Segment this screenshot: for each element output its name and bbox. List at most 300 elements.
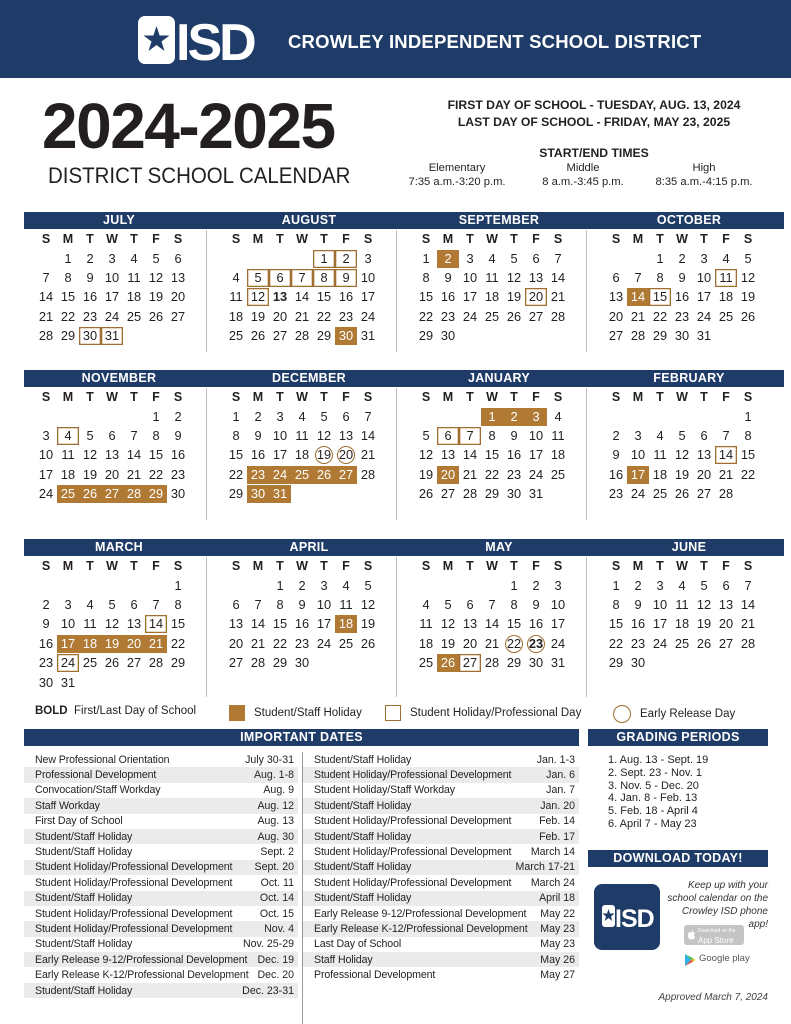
day-cell: 21 [145,635,167,653]
day-cell: 27 [126,655,142,671]
event-date: May 27 [540,969,575,982]
day-cell: 13 [170,270,186,286]
day-cell: 20 [272,308,288,324]
weekday-header-row [35,387,214,407]
day-cell: 18 [126,289,142,305]
event-date: Sept. 20 [254,861,294,874]
day-cell: 31 [528,486,544,502]
weekday-label: S [173,390,183,404]
week-row [605,654,784,673]
day-cell: 6 [722,577,730,593]
legend-prof-day-label: Student Holiday/Professional Day [410,707,582,719]
day-cell: 8 [276,597,284,613]
day-cell: 24 [360,308,376,324]
day-cell: 13 [462,616,478,632]
day-cell: 6 [532,250,540,266]
event-name: Student/Staff Holiday [35,984,133,997]
day-cell: 3 [64,597,72,613]
day-cell: 12 [418,447,434,463]
day-cell: 12 [674,447,690,463]
day-cell: 25 [674,635,690,651]
month-name: AUGUST [214,212,404,229]
day-cell: 18 [484,289,500,305]
day-cell: 6 [130,597,138,613]
weekday-label: S [743,559,753,573]
download-section [588,850,768,867]
day-cell: 25 [338,635,354,651]
weekday-label: S [173,232,183,246]
day-cell: 3 [320,577,328,593]
weekday-header-row [415,387,594,407]
day-cell: 3 [276,408,284,424]
day-cell: 8 [488,428,496,444]
day-cell: 3 [364,250,372,266]
day-cell: 27 [101,485,123,503]
important-date-row [24,906,298,921]
day-cell: 10 [316,597,332,613]
weekday-header-row [415,229,594,249]
day-cell: 24 [630,486,646,502]
week-row [415,407,594,426]
week-row [35,426,214,445]
day-cell: 12 [360,597,376,613]
day-cell: 28 [360,466,376,482]
day-cell: 26 [360,635,376,651]
week-row [35,465,214,484]
week-row [415,288,594,307]
day-cell: 20 [718,616,734,632]
important-date-row [303,783,579,798]
day-cell: 16 [170,447,186,463]
weekday-header-row [415,556,594,576]
day-cell: 26 [313,466,335,484]
event-name: Staff Workday [35,799,100,812]
week-row [605,615,784,634]
day-cell: 29 [170,655,186,671]
day-cell: 2 [612,428,620,444]
legend-bold-desc: First/Last Day of School [73,705,197,717]
day-cell: 2 [42,597,50,613]
day-cell: 26 [79,485,101,503]
day-cell: 21 [740,616,756,632]
day-cell: 5 [678,428,686,444]
day-cell: 5 [152,250,160,266]
weekday-label: W [486,559,498,573]
weekday-label: T [130,559,138,573]
weekday-header-row [225,387,404,407]
app-icon[interactable] [594,884,660,950]
day-cell: 20 [696,466,712,482]
grading-period: 2. Sept. 23 - Nov. 1 [608,766,702,779]
week-row [35,634,214,653]
day-cell: 25 [484,308,500,324]
day-cell: 9 [254,428,262,444]
day-cell: 29 [506,655,522,671]
important-date-row [303,937,579,952]
day-cell: 20 [228,635,244,651]
day-cell: 24 [38,486,54,502]
event-name: Student/Staff Holiday [35,892,133,905]
day-cell: 17 [627,466,649,484]
day-cell: 16 [440,289,456,305]
day-cell: 27 [696,486,712,502]
weekday-header-row [225,229,404,249]
day-cell: 25 [652,486,668,502]
event-date: July 30-31 [245,753,294,766]
day-cell: 19 [101,635,123,653]
day-cell: 1 [152,408,160,424]
event-date: Sept. 2 [260,846,294,859]
day-cell: 28 [38,328,54,344]
day-cell: 4 [422,597,430,613]
day-cell: 17 [272,447,288,463]
day-cell: 2 [634,577,642,593]
day-cell: 26 [506,308,522,324]
weekday-label: W [296,232,308,246]
event-date: Dec. 19 [257,953,294,966]
month-name: JANUARY [404,370,594,387]
week-row [415,654,594,673]
app-store-small-text: Download on the [698,928,736,934]
important-date-row [303,814,579,829]
legend [0,704,791,724]
weekday-label: S [363,390,373,404]
grading-periods [588,729,768,831]
download-title: DOWNLOAD TODAY! [588,850,768,867]
day-cell: 15 [228,447,244,463]
day-cell: 28 [740,635,756,651]
event-date: May 23 [540,922,575,935]
day-cell: 3 [466,250,474,266]
weekday-label: S [41,559,51,573]
event-date: Jan. 20 [540,799,575,812]
event-name: Convocation/Staff Workday [35,784,161,797]
day-cell: 15 [418,289,434,305]
weekday-label: M [62,559,74,573]
weekday-label: S [553,559,563,573]
day-cell: 28 [123,485,145,503]
day-cell: 30 [170,486,186,502]
event-date: Nov. 25-29 [242,938,294,951]
week-row [225,654,404,673]
day-cell: 8 [174,597,182,613]
day-cell: 10 [272,428,288,444]
day-cell: 11 [419,616,433,632]
day-cell: 14 [126,447,142,463]
day-cell: 24 [528,466,544,482]
day-cell: 30 [335,327,357,345]
weekday-label: M [442,559,454,573]
event-date: Oct. 11 [260,876,294,889]
day-cell: 18 [418,635,434,651]
day-cell: 2 [254,408,262,424]
day-cell: 9 [174,428,182,444]
week-row [35,673,214,692]
week-row [225,576,404,595]
day-cell: 27 [459,654,481,672]
week-row [605,634,784,653]
month-december [214,370,404,504]
day-cell: 8 [232,428,240,444]
day-cell: 6 [108,428,116,444]
weekday-label: T [700,390,708,404]
day-cell: 1 [422,250,430,266]
day-cell: 18 [294,447,310,463]
approved-date: Approved March 7, 2024 [658,992,768,1003]
week-row [415,485,594,504]
day-cell: 14 [38,289,54,305]
weekday-label: M [442,232,454,246]
day-cell: 15 [506,616,522,632]
week-row [225,485,404,504]
day-cell: 10 [60,616,76,632]
day-cell: 13 [126,616,142,632]
week-row [415,249,594,268]
weekday-header-row [605,387,784,407]
day-cell: 30 [38,674,54,690]
day-cell: 14 [360,428,376,444]
day-cell: 17 [462,289,478,305]
day-cell: 24 [462,308,478,324]
day-cell: 17 [528,447,544,463]
day-cell: 17 [104,289,120,305]
day-cell: 1 [612,577,620,593]
day-cell: 13 [272,289,288,305]
event-date: Aug. 30 [257,830,294,843]
grading-period: 5. Feb. 18 - April 4 [608,805,698,818]
event-name: Student Holiday/Professional Development [35,876,233,889]
weekday-header-row [225,556,404,576]
day-cell: 12 [148,270,164,286]
day-cell: 27 [528,308,544,324]
day-cell: 25 [82,655,98,671]
week-row [225,407,404,426]
day-cell: 2 [678,250,686,266]
important-date-row [303,891,579,906]
day-cell: 5 [700,577,708,593]
day-cell: 8 [744,428,752,444]
day-cell: 4 [232,270,240,286]
weekday-label: S [553,232,563,246]
day-cell: 21 [126,466,142,482]
app-store-badge[interactable] [684,925,744,945]
weekday-label: M [252,390,264,404]
day-cell: 11 [715,269,737,287]
day-cell: 1 [481,408,503,426]
day-cell: 5 [247,269,269,287]
day-cell: 16 [674,289,690,305]
app-store-label: App Store [698,936,734,945]
day-cell: 11 [675,597,689,613]
event-date: Feb. 14 [539,815,575,828]
day-cell: 9 [678,270,686,286]
event-date: Aug. 9 [263,784,294,797]
day-cell: 7 [364,408,372,424]
month-november [24,370,214,504]
event-date: Aug. 12 [257,799,294,812]
day-cell: 31 [696,328,712,344]
day-cell: 29 [652,328,668,344]
day-cell: 23 [170,466,186,482]
event-date: Aug. 13 [257,815,294,828]
day-cell: 3 [634,428,642,444]
day-cell: 22 [170,635,186,651]
event-date: Oct. 14 [259,892,294,905]
week-row [605,327,784,346]
weekday-label: T [86,390,94,404]
week-row [415,446,594,465]
event-name: Early Release K-12/Professional Development [314,922,528,935]
day-cell: 24 [316,635,332,651]
important-date-row [24,783,298,798]
day-cell: 16 [528,616,544,632]
day-cell: 8 [152,428,160,444]
year-title: 2024-2025 [42,90,335,162]
day-cell: 16 [294,616,310,632]
day-cell: 2 [86,250,94,266]
day-cell: 10 [360,270,376,286]
day-cell: 19 [440,635,456,651]
weekday-label: W [676,559,688,573]
important-date-row [303,844,579,859]
day-cell: 18 [335,615,357,633]
day-cell: 9 [335,269,357,287]
week-row [35,654,214,673]
time-level: Elementary [428,162,486,174]
week-row [605,465,784,484]
important-date-row [303,860,579,875]
day-cell: 28 [250,655,266,671]
day-cell: 13 [440,447,456,463]
weekday-label: T [700,559,708,573]
day-cell: 23 [525,635,547,653]
day-cell: 18 [79,635,101,653]
month-name: DECEMBER [214,370,404,387]
day-cell: 8 [64,270,72,286]
week-row [605,426,784,445]
event-name: Student/Staff Holiday [35,846,133,859]
month-name: APRIL [214,539,404,556]
week-row [35,615,214,634]
legend-prof-day [385,705,581,721]
event-name: Student/Staff Holiday [35,830,133,843]
day-cell: 29 [418,328,434,344]
day-cell: 8 [510,597,518,613]
day-cell: 4 [57,427,79,445]
legend-early-release-label: Early Release Day [640,708,736,720]
day-cell: 22 [228,466,244,482]
day-cell: 10 [528,428,544,444]
day-cell: 13 [228,616,244,632]
week-row [605,446,784,465]
day-cell: 23 [674,308,690,324]
weekday-label: M [442,390,454,404]
important-date-row [24,767,298,782]
day-cell: 24 [652,635,668,651]
day-cell: 11 [485,270,499,286]
day-cell: 13 [104,447,120,463]
weekday-label: W [296,390,308,404]
day-cell: 3 [656,577,664,593]
day-cell: 11 [83,616,97,632]
important-dates-right [303,752,579,983]
day-cell: 2 [503,408,525,426]
week-row [415,426,594,445]
day-cell: 1 [510,577,518,593]
event-date: May 22 [540,907,575,920]
day-cell: 4 [130,250,138,266]
weekday-label: F [152,232,160,246]
day-cell: 18 [718,289,734,305]
weekday-label: F [152,390,160,404]
download-text: Keep up with your school calendar on the Crowley ISD phone app! [667,880,768,930]
week-row [225,634,404,653]
day-cell: 25 [718,308,734,324]
day-cell: 19 [148,289,164,305]
weekday-label: T [510,390,518,404]
day-cell: 9 [42,616,50,632]
week-row [225,615,404,634]
logo-text: ISD [176,16,254,64]
weekday-label: S [41,390,51,404]
day-cell: 11 [61,447,75,463]
weekday-label: T [656,232,664,246]
week-row [415,268,594,287]
event-date: Dec. 20 [257,969,294,982]
important-date-row [24,937,298,952]
weekday-label: T [466,232,474,246]
day-cell: 16 [630,616,646,632]
day-cell: 9 [532,597,540,613]
day-cell: 30 [294,655,310,671]
event-name: Student Holiday/Professional Development [314,769,512,782]
day-cell: 23 [440,308,456,324]
day-cell: 5 [86,428,94,444]
month-may [404,539,594,673]
column-divider [586,557,587,697]
weekday-label: F [342,390,350,404]
event-name: Student Holiday/Professional Development [314,876,512,889]
day-cell: 4 [342,577,350,593]
day-cell: 12 [316,428,332,444]
weekday-label: S [41,232,51,246]
day-cell: 18 [674,616,690,632]
day-cell: 12 [740,270,756,286]
week-row [415,327,594,346]
day-cell: 23 [506,466,522,482]
day-cell: 26 [104,655,120,671]
day-cell: 29 [145,485,167,503]
day-cell: 4 [298,408,306,424]
day-cell: 4 [656,428,664,444]
weekday-label: W [106,232,118,246]
event-name: Early Release 9-12/Professional Development [35,953,248,966]
column-divider [206,230,207,352]
day-cell: 15 [316,289,332,305]
day-cell: 10 [696,270,712,286]
google-play-badge[interactable] [684,953,750,967]
event-name: Student/Staff Holiday [314,753,412,766]
day-cell: 14 [715,446,737,464]
day-cell: 30 [79,327,101,345]
weekday-label: T [86,232,94,246]
month-name: NOVEMBER [24,370,214,387]
day-cell: 28 [630,328,646,344]
day-cell: 31 [550,655,566,671]
week-row [35,268,214,287]
weekday-label: S [421,390,431,404]
day-cell: 1 [174,577,182,593]
